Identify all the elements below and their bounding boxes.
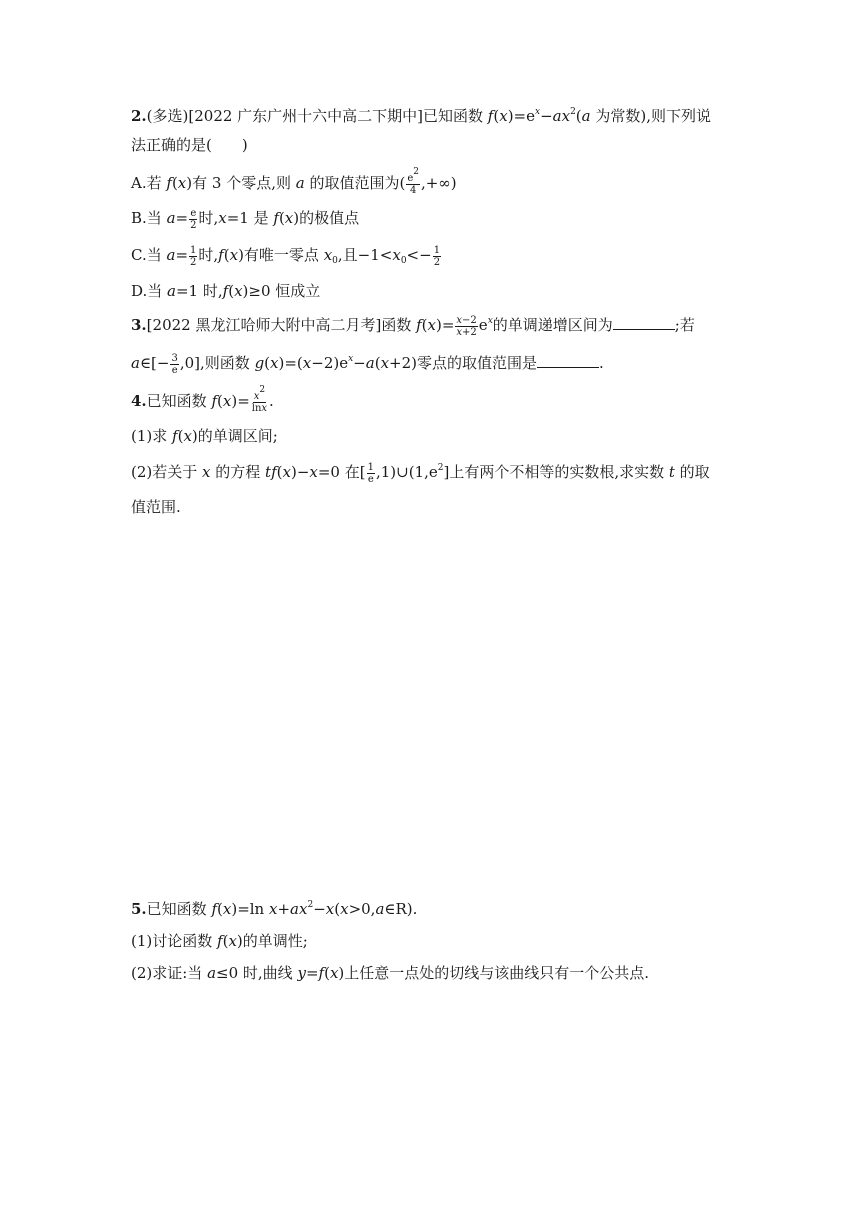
q5-number: 5. [131,900,147,918]
q3-number: 3. [131,316,147,334]
q4-part2-cont: 值范围. [131,498,181,516]
q4-part2: (2)若关于 x 的方程 tf(x)−x=0 在[ $\frac{1}{e}$ $,1)\cup(1,e^2]$上有两个不相等的实数根,求实数 t 的取 [131,461,710,485]
q2-line2: 法正确的是( ) [131,136,248,154]
q2-number: 2. [131,107,147,125]
q3-blank-2[interactable] [537,353,599,368]
q2-option-a: A.若 f(x)有 3 个零点,则 a 的取值范围为( $\frac{e^2}{4}$ ,+∞) [131,167,457,196]
q5-line1: 5.已知函数 f(x)=ln $x+ax^2-x(x>0,a\in R)$. [131,900,418,918]
q2-option-c: C.当 a= $\frac{1}{2}$ 时,f(x)有唯一零点 $x_0$,且$-1<x_0<-$ $\frac{1}{2}$ [131,244,441,268]
q2-option-b: B.当 a= $\frac{e}{2}$ 时,x=1 是 f(x)的极值点 [131,207,360,231]
q3-line2: a∈[− $\frac{3}{e}$ ,0],则函数 $g(x)=(x-2)e^x-a(x+2)$零点的取值范围是 . [131,352,604,376]
q4-part1: (1)求 f(x)的单调区间; [131,427,278,445]
q3-blank-1[interactable] [613,315,675,330]
q2-option-d: D.当 a=1 时,f(x)≥0 恒成立 [131,282,321,300]
q3-line1: 3.[2022 黑龙江哈师大附中高二月考]函数 f(x)= $\frac{x-2}{x+2}$ $e^x$的单调递增区间为 ;若 [131,314,695,338]
q5-part2: (2)求证:当 a≤0 时,曲线 y=f(x)上任意一点处的切线与该曲线只有一个公共点. [131,964,650,982]
q2-line1: 2.(多选)[2022 广东广州十六中高二下期中]已知函数 $f(x)=e^x-ax^2(a$ 为常数),则下列说 [131,107,711,125]
q4-line1: 4.已知函数 f(x)= $\frac{x^2}{\ln x}$ . [131,385,274,414]
q5-part1: (1)讨论函数 f(x)的单调性; [131,932,308,950]
q4-number: 4. [131,392,147,410]
